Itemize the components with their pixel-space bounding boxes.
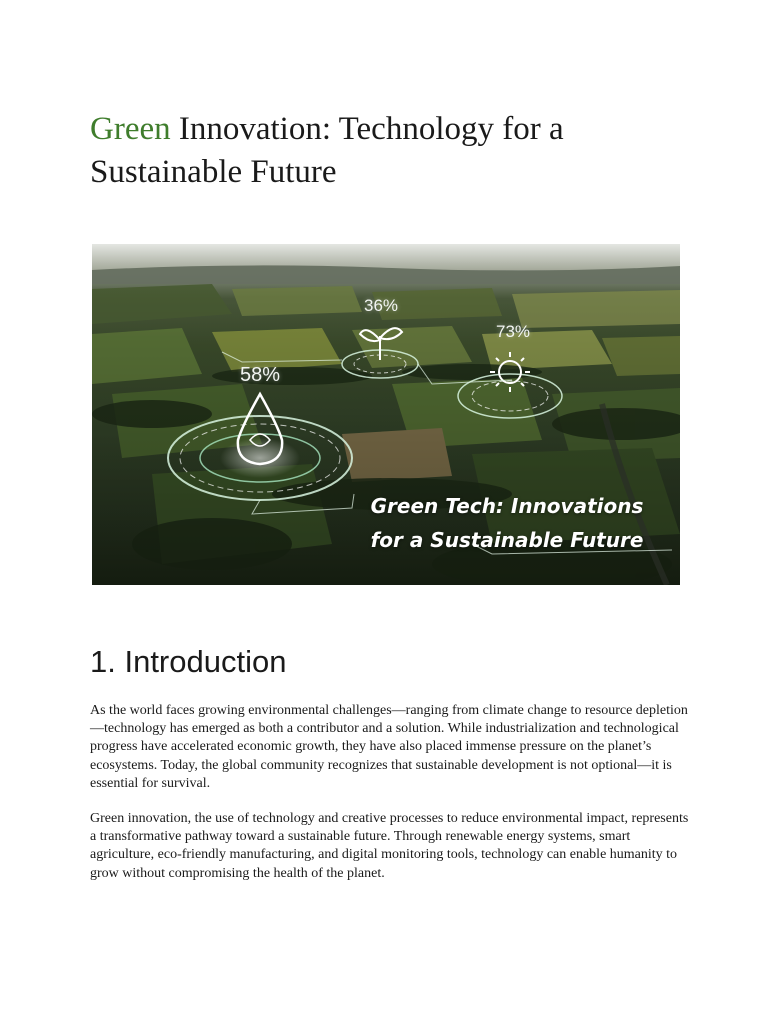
title-accent-word: Green [90,111,171,147]
intro-paragraph-1: As the world faces growing environmental challenges—ranging from climate change to resource depletion—technology has emerged as both a contributor and a solution. While industrialization and technological progress have accelerated economic growth, they have also placed immense pressure on the planet’s ecosystems. Today, the global community recognizes that sustainable development is not optional—it is essential for survival. [90,703,688,791]
section-heading: 1. Introduction [90,644,287,679]
page-title [90,108,690,194]
stat-plant-percent: 36% [364,296,399,315]
hero-image [92,244,680,585]
hero-caption-line-1: Green Tech: Innovations [370,494,644,518]
title-rest: Innovation: Technology for a Sustainable Future [90,111,564,190]
hero-caption [347,489,667,557]
stat-sun-percent: 73% [496,322,531,341]
stat-water-percent: 58% [240,364,281,386]
intro-paragraph-2: Green innovation, the use of technology and creative processes to reduce environmental impact, represents a transformative pathway toward a sustainable future. Through renewable energy systems, smart agriculture, eco-friendly manufacturing, and digital monitoring tools, technology can enable humanity to grow without compromising the health of the planet. [90,811,689,881]
hero-caption-line-2: for a Sustainable Future [370,528,644,552]
